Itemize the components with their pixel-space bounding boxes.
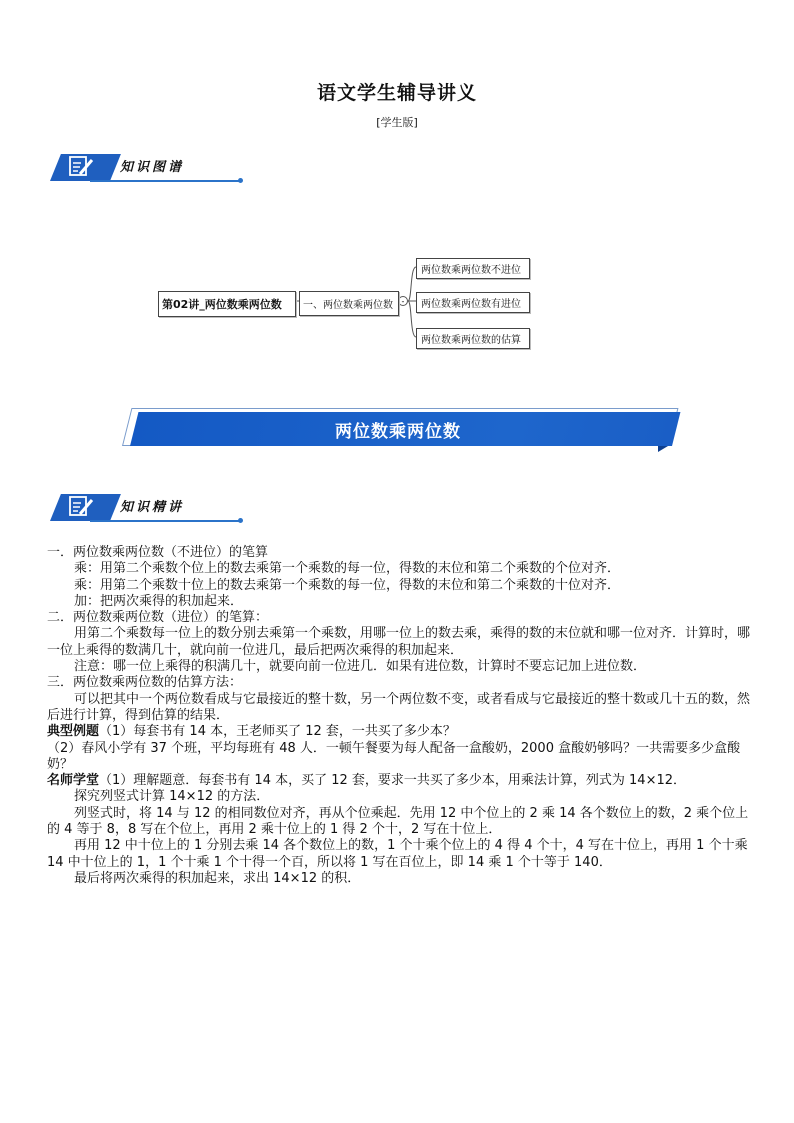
example-question: （1）每套书有 14 本，王老师买了 12 套，一共买了多少本？	[99, 724, 456, 740]
paragraph: 乘：用第二个乘数十位上的数去乘第一个乘数的每一位，得数的末位和第二个乘数的十位对齐．	[74, 577, 621, 593]
mind-map-leaf: 两位数乘两位数的估算	[416, 328, 530, 349]
heading-3: 三．两位数乘两位数的估算方法：	[47, 675, 243, 691]
mind-map-connectors	[0, 0, 794, 400]
paragraph: 用第二个乘数每一位上的数分别去乘第一个乘数，用哪一位上的数去乘，乘得的数的末位就和哪一位对齐．计算时，哪一位上乘得的数满几十，就向前一位进几，最后把两次乘得的积加起来．	[47, 626, 751, 658]
page-subtitle: [学生版]	[376, 116, 418, 129]
heading-2: 二．两位数乘两位数（进位）的笔算：	[47, 610, 269, 626]
example-label: 典型例题	[47, 724, 100, 740]
teacher-label: 名师学堂	[47, 773, 100, 789]
teacher-text: （1）理解题意．每套书有 14 本，买了 12 套，要求一共买了多少本，用乘法计算，列式为 14×12．	[99, 773, 687, 789]
page-title: 语文学生辅导讲义	[316, 82, 477, 104]
topic-banner-text: 两位数乘两位数	[335, 422, 461, 442]
paragraph: 探究列竖式计算 14×12 的方法．	[74, 789, 270, 805]
mind-map-root: 第02讲_两位数乘两位数	[158, 291, 296, 317]
heading-1: 一．两位数乘两位数（不进位）的笔算	[47, 545, 269, 560]
section-header-label: 知识图谱	[120, 160, 185, 175]
paragraph: 可以把其中一个两位数看成与它最接近的整十数，另一个两位数不变，或者看成与它最接近的整十数或几十五的数，然后进行计算，得到估算的结果．	[47, 691, 751, 723]
mind-map-leaf: 两位数乘两位数有进位	[416, 292, 530, 313]
paragraph: 列竖式时，将 14 与 12 的相同数位对齐，再从个位乘起．先用 12 中个位上的 2 乘 14 各个数位上的数，2 乘个位上的 4 等于 8，8 写在个位上，再用 2 乘十位上的 1 得 2 个十，2 写在十位上．	[47, 805, 749, 838]
paragraph: 加：把两次乘得的积加起来．	[74, 593, 244, 609]
topic-banner	[122, 408, 674, 452]
example-block	[47, 724, 752, 740]
mind-map-branch: 一、两位数乘两位数	[299, 291, 399, 316]
paragraph: 注意：哪一位上乘得的积满几十，就要向前一位进几．如果有进位数，计算时不要忘记加上进位数．	[74, 659, 647, 675]
paragraph: 最后将两次乘得的积加起来，求出 14×12 的积．	[74, 870, 361, 886]
notepad-pencil-icon	[68, 494, 94, 518]
section-header-label: 知识精讲	[120, 500, 185, 515]
teacher-block	[47, 773, 752, 789]
collapse-toggle: -	[401, 297, 405, 306]
paragraph: 再用 12 中十位上的 1 分别去乘 14 各个数位上的数，1 个十乘个位上的 4 得 4 个十，4 写在十位上，再用 1 个十乘 14 中十位上的 1，1 个十乘 1 个十得一个百，所以将 1 写在百位上，即 14 乘 1 个十等于 140．	[47, 838, 748, 870]
mind-map-leaf: 两位数乘两位数不进位	[416, 258, 530, 279]
lecture-content	[47, 545, 752, 887]
section-header-knowledge-detail	[50, 490, 232, 530]
example-question: （2）春风小学有 37 个班，平均每班有 48 人．一顿午餐要为每人配备一盒酸奶，2000 盒酸奶够吗？一共需要多少盒酸奶？	[47, 740, 741, 772]
paragraph: 乘：用第二个乘数个位上的数去乘第一个乘数的每一位，得数的末位和第二个乘数的个位对齐．	[74, 561, 621, 577]
section-underline	[90, 520, 240, 522]
